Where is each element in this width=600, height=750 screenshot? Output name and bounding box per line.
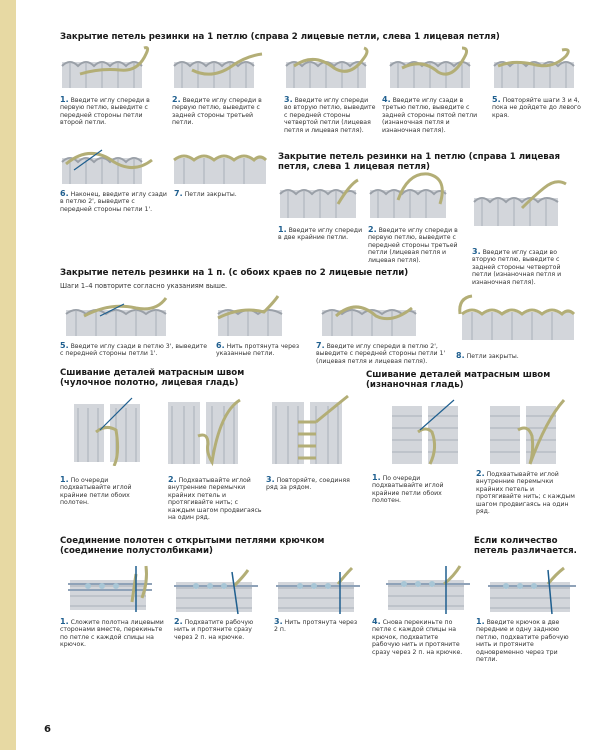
- step-number: 6.: [60, 189, 69, 198]
- figure-rib-bindoff-3: [472, 178, 572, 230]
- step-number: 2.: [172, 95, 181, 104]
- step-number: 1.: [60, 617, 69, 626]
- sec3-step-5: [60, 342, 210, 358]
- section-5-title-line2: (изнаночная гладь): [366, 380, 464, 390]
- figure-bindoff-3: [284, 44, 384, 92]
- sec4-step-1: [60, 476, 160, 507]
- sec2-step-3: [472, 248, 576, 286]
- figure-purl-mattress-1: [388, 396, 472, 468]
- step-text: Введите иглу спереди в петлю 2', выведите с передней стороны петли 1' (лицевая петля и лицевая петля).: [316, 343, 446, 365]
- step-text: Введите иглу сзади во вторую петлю, выведите с задней стороны четвертой петли (изнаночная петля и изнаночная петля).: [472, 249, 562, 286]
- step-text: Повторяйте, соединяя ряд за рядом.: [266, 477, 350, 492]
- step-number: 3.: [266, 475, 275, 484]
- sec2-step-1: [278, 226, 364, 242]
- figure-bindoff-6: [60, 140, 160, 188]
- sec1-step-1: [60, 96, 164, 127]
- sec2-step-2: [368, 226, 464, 264]
- figure-bindoff2-8: [456, 290, 586, 344]
- section-4-title-line1: Сшивание деталей матрасным швом: [60, 368, 245, 378]
- figure-crochet-join-2: [172, 566, 262, 616]
- step-number: 1.: [60, 95, 69, 104]
- sec1-step-3: [284, 96, 376, 134]
- step-number: 7.: [316, 341, 325, 350]
- step-text: Наконец, введите иглу сзади в петлю 2', выведите с передней стороны петли 1'.: [60, 191, 167, 213]
- page-number: 6: [44, 724, 51, 735]
- step-number: 3.: [472, 247, 481, 256]
- figure-crochet-join-3: [274, 566, 364, 616]
- book-spine-strip: [0, 0, 16, 750]
- section-7-title-line2: петель различается.: [474, 546, 577, 556]
- sec6-step-3: [274, 618, 360, 634]
- figure-crochet-join-4: [384, 562, 474, 616]
- step-text: Нить протянута через указанные петли.: [216, 343, 300, 358]
- step-number: 7.: [174, 189, 183, 198]
- figure-bindoff2-6: [212, 294, 292, 340]
- step-number: 6.: [216, 341, 225, 350]
- step-text: Сложите полотна лицевыми сторонами вместе, перекиньте по петле с каждой спицы на крючок.: [60, 619, 164, 649]
- step-text: Введите иглу спереди в первую петлю, выведите с задней стороны третьей петли.: [172, 97, 262, 127]
- step-number: 2.: [168, 475, 177, 484]
- step-number: 8.: [456, 351, 465, 360]
- figure-mattress-3: [268, 392, 358, 468]
- figure-bindoff-4: [388, 44, 488, 92]
- step-number: 1.: [60, 475, 69, 484]
- step-number: 1.: [278, 225, 287, 234]
- section-4-title-line2: (чулочное полотно, лицевая гладь): [60, 378, 239, 388]
- figure-rib-bindoff-1: [278, 176, 370, 222]
- sec1-step-5: [492, 96, 592, 119]
- step-number: 3.: [274, 617, 283, 626]
- figure-mattress-1: [70, 394, 150, 466]
- figure-bindoff-2: [172, 44, 272, 92]
- section-3-subtitle: Шаги 1–4 повторите согласно указаниям выше.: [60, 282, 228, 290]
- step-number: 3.: [284, 95, 293, 104]
- step-text: Повторяйте шаги 3 и 4, пока не дойдете до левого края.: [492, 97, 581, 119]
- figure-bindoff2-5: [60, 294, 180, 340]
- step-number: 1.: [372, 473, 381, 482]
- step-number: 4.: [372, 617, 381, 626]
- step-text: Подхватывайте иглой внутренние перемычки крайних петель и протягивайте нить; с каждым шагом продвигаясь на один ряд.: [476, 471, 575, 516]
- sec1-step-6: [60, 190, 168, 213]
- step-text: Введите иглу спереди в первую петлю, выведите с передней стороны петли второй петли.: [60, 97, 150, 127]
- step-text: Снова перекиньте по петле с каждой спицы на крючок, подхватите рабочую нить и протяните сразу через 2 п. на крючке.: [372, 619, 463, 656]
- step-number: 4.: [382, 95, 391, 104]
- sec7-step-1: [476, 618, 580, 663]
- step-text: По очереди подхватывайте иглой крайние петли обоих полотен.: [372, 475, 444, 505]
- sec3-step-7: [316, 342, 446, 365]
- figure-bindoff-1: [60, 44, 160, 92]
- sec4-step-2: [168, 476, 264, 521]
- sec5-step-1: [372, 474, 470, 505]
- figure-bindoff-5: [492, 44, 582, 92]
- step-text: Петли закрыты.: [184, 191, 237, 198]
- step-number: 5.: [492, 95, 501, 104]
- figure-mattress-2: [164, 392, 248, 468]
- section-2-title: Закрытие петель резинки на 1 петлю (справа 1 лицевая петля, слева 1 лицевая петля): [278, 152, 561, 172]
- section-6-title-line1: Соединение полотен с открытыми петлями крючком: [60, 536, 325, 546]
- step-text: Введите иглу спереди во вторую петлю, выведите с передней стороны четвертой петли (лицевая петля и лицевая петля).: [284, 97, 376, 134]
- section-1-title: Закрытие петель резинки на 1 петлю (справа 2 лицевые петли, слева 1 лицевая петля): [60, 32, 500, 42]
- step-text: Подхватывайте иглой внутренние перемычки крайних петель и протягивайте нить; с каждым шагом продвигаясь на один ряд.: [168, 477, 262, 522]
- step-text: Нить протянута через 2 п.: [274, 619, 358, 634]
- figure-purl-mattress-2: [486, 396, 576, 468]
- step-text: Введите иглу спереди в две крайние петли.: [278, 227, 363, 242]
- step-number: 2.: [476, 469, 485, 478]
- step-number: 2.: [368, 225, 377, 234]
- figure-rib-bindoff-2: [368, 170, 464, 222]
- sec3-step-6: [216, 342, 306, 358]
- step-text: Петли закрыты.: [466, 353, 519, 360]
- sec6-step-1: [60, 618, 164, 649]
- figure-bindoff-7: [172, 140, 272, 188]
- page: [16, 0, 600, 750]
- figure-crochet-uneven-1: [486, 566, 582, 616]
- sec5-step-2: [476, 470, 576, 515]
- step-text: Введите иглу сзади в петлю 3', выведите с передней стороны петли 1'.: [60, 343, 208, 358]
- step-text: Введите иглу сзади в третью петлю, выведите с задней стороны пятой петли (изнаночная петля и изнаночная петля).: [382, 97, 478, 134]
- sec1-step-2: [172, 96, 276, 127]
- figure-bindoff2-7: [316, 294, 428, 340]
- step-text: По очереди подхватывайте иглой крайние петли обоих полотен.: [60, 477, 132, 507]
- sec1-step-7: [174, 190, 264, 198]
- sec1-step-4: [382, 96, 486, 134]
- section-5-title-line1: Сшивание деталей матрасным швом: [366, 370, 551, 380]
- section-6-title-line2: (соединение полустолбиками): [60, 546, 213, 556]
- sec6-step-2: [174, 618, 268, 641]
- section-7-title-line1: Если количество: [474, 536, 558, 546]
- sec3-step-8: [456, 352, 566, 360]
- sec4-step-3: [266, 476, 352, 492]
- step-number: 2.: [174, 617, 183, 626]
- section-3-title: Закрытие петель резинки на 1 п. (с обоих краев по 2 лицевые петли): [60, 268, 409, 278]
- step-text: Подхватите рабочую нить и протяните сразу через 2 п. на крючке.: [174, 619, 254, 641]
- step-number: 1.: [476, 617, 485, 626]
- figure-crochet-join-1: [66, 562, 156, 616]
- sec6-step-4: [372, 618, 468, 656]
- step-text: Введите крючок в две передние и одну заднюю петлю, подхватите рабочую нить и протяните одновременно через три петли.: [476, 619, 569, 664]
- step-number: 5.: [60, 341, 69, 350]
- step-text: Введите иглу спереди в первую петлю, выведите с передней стороны третьей петли (лицевая петля и лицевая петля).: [368, 227, 458, 264]
